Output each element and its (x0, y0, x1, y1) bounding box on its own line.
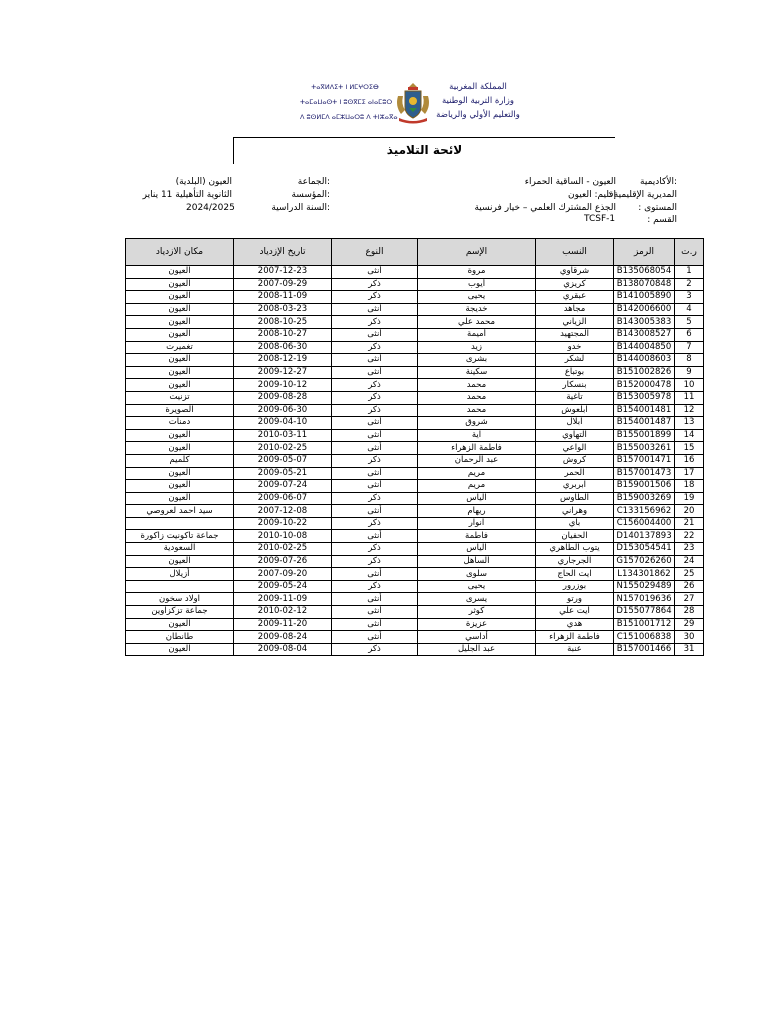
cell-gender: ذكر (332, 291, 418, 304)
table-row (126, 454, 704, 467)
school-year-value: 2024/2025 (186, 203, 235, 213)
cell-birthdate: 2008-03-23 (234, 303, 332, 316)
cell-birthplace: العيون (126, 354, 234, 367)
cell-birthdate: 2009-08-04 (234, 643, 332, 656)
institution-value: الثانوية التأهيلية 11 يناير (142, 190, 232, 200)
level-value: الجذع المشترك العلمي – خيار فرنسية (474, 203, 616, 213)
cell-last-name: باي (536, 517, 614, 530)
cell-last-name: الزياني (536, 316, 614, 329)
header-gender: النوع (332, 239, 418, 266)
table-row (126, 404, 704, 417)
cell-last-name: مجاهد (536, 303, 614, 316)
cell-last-name: عبقري (536, 291, 614, 304)
cell-gender: أنثى (332, 568, 418, 581)
cell-code: L134301862 (614, 568, 675, 581)
cell-birthplace: العيون (126, 467, 234, 480)
cell-birthplace: تغميرت (126, 341, 234, 354)
institution-label: :المؤسسة (291, 190, 330, 200)
cell-birthplace: سيد احمد لعروصي (126, 505, 234, 518)
cell-last-name: بوزرور (536, 580, 614, 593)
cell-first-name: مريم (418, 480, 536, 493)
cell-code: C151006838 (614, 631, 675, 644)
cell-birthplace (126, 517, 234, 530)
cell-gender: ذكر (332, 379, 418, 392)
cell-first-name: عبد الرحمان (418, 454, 536, 467)
table-row (126, 379, 704, 392)
cell-first-name: الياس (418, 492, 536, 505)
cell-index: 2 (675, 278, 704, 291)
cell-birthdate: 2009-11-20 (234, 618, 332, 631)
cell-gender: ذكر (332, 454, 418, 467)
cell-birthplace: العيون (126, 618, 234, 631)
cell-first-name: بشرى (418, 354, 536, 367)
cell-first-name: الياس (418, 543, 536, 556)
table-row (126, 429, 704, 442)
cell-birthdate: 2009-11-09 (234, 593, 332, 606)
cell-birthplace: العيون (126, 379, 234, 392)
cell-birthplace: جماعة تاكونيت زاكورة (126, 530, 234, 543)
cell-index: 1 (675, 266, 704, 279)
table-row (126, 366, 704, 379)
cell-birthdate: 2007-12-23 (234, 266, 332, 279)
cell-index: 11 (675, 391, 704, 404)
cell-index: 19 (675, 492, 704, 505)
cell-birthdate: 2010-02-25 (234, 543, 332, 556)
cell-code: B142006600 (614, 303, 675, 316)
cell-first-name: عزيزة (418, 618, 536, 631)
cell-code: N155029489 (614, 580, 675, 593)
table-row (126, 328, 704, 341)
cell-first-name: فاطمة الزهراء (418, 442, 536, 455)
cell-index: 21 (675, 517, 704, 530)
table-row (126, 618, 704, 631)
cell-birthplace: كلميم (126, 454, 234, 467)
cell-index: 3 (675, 291, 704, 304)
cell-birthdate: 2008-10-25 (234, 316, 332, 329)
cell-code: C133156962 (614, 505, 675, 518)
cell-index: 7 (675, 341, 704, 354)
cell-gender: أنثى (332, 417, 418, 430)
table-row (126, 354, 704, 367)
table-row (126, 442, 704, 455)
cell-last-name: تاغية (536, 391, 614, 404)
cell-birthplace: العيون (126, 643, 234, 656)
table-row (126, 391, 704, 404)
cell-first-name: محمد (418, 379, 536, 392)
cell-birthplace: العيون (126, 316, 234, 329)
cell-birthplace: اولاد سخون (126, 593, 234, 606)
table-row (126, 291, 704, 304)
cell-index: 13 (675, 417, 704, 430)
cell-birthplace: العيون (126, 480, 234, 493)
cell-gender: أنثى (332, 631, 418, 644)
cell-birthplace: العيون (126, 555, 234, 568)
cell-birthdate: 2009-07-26 (234, 555, 332, 568)
header-last-name: النسب (536, 239, 614, 266)
academy-value: العيون - الساقية الحمراء (524, 177, 616, 187)
cell-birthdate: 2010-02-25 (234, 442, 332, 455)
cell-last-name: هدي (536, 618, 614, 631)
cell-index: 16 (675, 454, 704, 467)
cell-index: 4 (675, 303, 704, 316)
cell-first-name: كوثر (418, 606, 536, 619)
cell-index: 31 (675, 643, 704, 656)
cell-code: B152000478 (614, 379, 675, 392)
cell-last-name: الواعي (536, 442, 614, 455)
table-row (126, 492, 704, 505)
academy-label: :الأكاديمية (640, 177, 677, 187)
cell-code: B151002826 (614, 366, 675, 379)
cell-index: 22 (675, 530, 704, 543)
cell-gender: أنثى (332, 593, 418, 606)
cell-birthdate: 2009-04-10 (234, 417, 332, 430)
commune-value: العيون (البلدية) (175, 177, 232, 187)
cell-code: C156004400 (614, 517, 675, 530)
cell-index: 17 (675, 467, 704, 480)
cell-last-name: كروش (536, 454, 614, 467)
cell-last-name: لشكر (536, 354, 614, 367)
cell-birthdate: 2009-06-07 (234, 492, 332, 505)
table-row (126, 530, 704, 543)
cell-code: B135068054 (614, 266, 675, 279)
cell-birthdate: 2009-10-22 (234, 517, 332, 530)
cell-birthdate: 2010-02-12 (234, 606, 332, 619)
cell-index: 25 (675, 568, 704, 581)
students-table (125, 238, 704, 656)
cell-first-name: أميمة (418, 328, 536, 341)
cell-gender: ذكر (332, 278, 418, 291)
cell-birthplace: العيون (126, 291, 234, 304)
cell-birthplace: العيون (126, 429, 234, 442)
ministry-logo (300, 80, 530, 126)
cell-birthdate: 2008-12-19 (234, 354, 332, 367)
cell-first-name: سكينة (418, 366, 536, 379)
cell-last-name: كريزي (536, 278, 614, 291)
table-row (126, 266, 704, 279)
table-row (126, 480, 704, 493)
cell-code: G157026260 (614, 555, 675, 568)
cell-birthdate: 2009-06-30 (234, 404, 332, 417)
cell-birthdate: 2007-09-29 (234, 278, 332, 291)
cell-last-name: ابربري (536, 480, 614, 493)
cell-last-name: ايت الحاج (536, 568, 614, 581)
school-year-label: :السنة الدراسية (271, 203, 330, 213)
cell-birthplace: العيون (126, 266, 234, 279)
table-row (126, 593, 704, 606)
cell-birthplace: العيون (126, 328, 234, 341)
cell-first-name: يحيى (418, 291, 536, 304)
cell-birthdate: 2010-10-08 (234, 530, 332, 543)
cell-birthdate: 2008-06-30 (234, 341, 332, 354)
table-row (126, 467, 704, 480)
cell-first-name: أداسي (418, 631, 536, 644)
cell-birthdate: 2008-11-09 (234, 291, 332, 304)
cell-gender: أنثى (332, 429, 418, 442)
directorate-value: إقليم: العيون (568, 190, 616, 200)
header-first-name: الإسم (418, 239, 536, 266)
cell-last-name: ايت علي (536, 606, 614, 619)
cell-gender: أنثى (332, 266, 418, 279)
cell-last-name: ابلعوش (536, 404, 614, 417)
cell-birthplace: جماعة تزكزاوين (126, 606, 234, 619)
cell-birthdate: 2009-05-24 (234, 580, 332, 593)
cell-birthdate: 2009-05-21 (234, 467, 332, 480)
cell-last-name: وهراني (536, 505, 614, 518)
directorate-label: المديرية الإقليمية : (607, 190, 677, 200)
cell-first-name: الساهل (418, 555, 536, 568)
cell-first-name: محمد (418, 391, 536, 404)
cell-gender: ذكر (332, 517, 418, 530)
cell-birthplace: الصويرة (126, 404, 234, 417)
table-row (126, 543, 704, 556)
cell-code: B143005383 (614, 316, 675, 329)
cell-code: B157001471 (614, 454, 675, 467)
cell-birthdate: 2009-10-12 (234, 379, 332, 392)
header-birthdate: تاريخ الإزدياد (234, 239, 332, 266)
cell-first-name: سلوى (418, 568, 536, 581)
cell-gender: ذكر (332, 341, 418, 354)
cell-code: B153005978 (614, 391, 675, 404)
cell-birthdate: 2009-07-24 (234, 480, 332, 493)
cell-last-name: شرقاوي (536, 266, 614, 279)
cell-index: 29 (675, 618, 704, 631)
table-row (126, 643, 704, 656)
cell-birthplace: تزنيت (126, 391, 234, 404)
cell-last-name: يتوب الطاهري (536, 543, 614, 556)
cell-index: 30 (675, 631, 704, 644)
cell-first-name: زيد (418, 341, 536, 354)
logo-tifinagh-text: ⵜⴰⴳⵍⴷⵉⵜ ⵏ ⵍⵎⵖⵔⵉⴱ ⵜⴰⵎⴰⵡⴰⵙⵜ ⵏ ⵓⵙⴳⵎⵉ ⴰⵏⴰⵎⵓⵔ ⴷ ⵓⵙⵍⵎⴷ ⴰⵎⵣⵡⴰⵔⵓ ⴷ ⵜⵏⵣⴰⴳⴰ (300, 83, 398, 121)
cell-birthplace: العيون (126, 366, 234, 379)
cell-first-name: انوار (418, 517, 536, 530)
cell-code: B154001487 (614, 417, 675, 430)
cell-gender: أنثى (332, 303, 418, 316)
cell-gender: ذكر (332, 404, 418, 417)
cell-gender: ذكر (332, 391, 418, 404)
cell-last-name: بنسكار (536, 379, 614, 392)
cell-birthplace: العيون (126, 303, 234, 316)
cell-index: 28 (675, 606, 704, 619)
cell-first-name: يسرى (418, 593, 536, 606)
cell-index: 9 (675, 366, 704, 379)
cell-code: B155001899 (614, 429, 675, 442)
cell-index: 8 (675, 354, 704, 367)
cell-gender: أنثى (332, 442, 418, 455)
cell-gender: أنثى (332, 505, 418, 518)
cell-birthplace: أزيلال (126, 568, 234, 581)
cell-birthdate: 2009-05-07 (234, 454, 332, 467)
cell-first-name: ريهام (418, 505, 536, 518)
cell-gender: ذكر (332, 316, 418, 329)
cell-index: 6 (675, 328, 704, 341)
table-row (126, 278, 704, 291)
cell-gender: ذكر (332, 555, 418, 568)
cell-gender: ذكر (332, 492, 418, 505)
table-body (126, 266, 704, 656)
cell-gender: أنثى (332, 328, 418, 341)
cell-first-name: محمد علي (418, 316, 536, 329)
cell-last-name: عنبة (536, 643, 614, 656)
cell-index: 15 (675, 442, 704, 455)
cell-code: B155003261 (614, 442, 675, 455)
cell-first-name: شروق (418, 417, 536, 430)
table-row (126, 505, 704, 518)
logo-arabic-text: المملكة المغربية وزارة التربية الوطنية والتعليم الأولي والرياضة (436, 82, 520, 120)
cell-first-name: يحيى (418, 580, 536, 593)
cell-last-name: ابلال (536, 417, 614, 430)
table-row (126, 606, 704, 619)
cell-birthplace: طانطان (126, 631, 234, 644)
cell-gender: أنثى (332, 618, 418, 631)
cell-first-name: أيوب (418, 278, 536, 291)
table-header-row (126, 239, 704, 266)
table-row (126, 303, 704, 316)
class-value: TCSF-1 (584, 214, 616, 224)
cell-first-name: اية (418, 429, 536, 442)
cell-first-name: فاطمة (418, 530, 536, 543)
cell-index: 23 (675, 543, 704, 556)
cell-code: D155077864 (614, 606, 675, 619)
cell-code: D140137893 (614, 530, 675, 543)
cell-index: 26 (675, 580, 704, 593)
cell-gender: أنثى (332, 467, 418, 480)
cell-index: 18 (675, 480, 704, 493)
cell-code: B157001473 (614, 467, 675, 480)
cell-birthdate: 2009-08-24 (234, 631, 332, 644)
cell-code: D153054541 (614, 543, 675, 556)
cell-last-name: ورتو (536, 593, 614, 606)
cell-code: B159001506 (614, 480, 675, 493)
cell-gender: أنثى (332, 606, 418, 619)
cell-last-name: خدو (536, 341, 614, 354)
cell-birthplace: دمنات (126, 417, 234, 430)
header-birthplace: مكان الازدياد (126, 239, 234, 266)
cell-birthdate: 2007-12-08 (234, 505, 332, 518)
title-box (233, 137, 615, 164)
table-row (126, 631, 704, 644)
cell-code: N157019636 (614, 593, 675, 606)
cell-code: B144004850 (614, 341, 675, 354)
cell-code: B159003269 (614, 492, 675, 505)
cell-index: 10 (675, 379, 704, 392)
cell-last-name: المجتهيد (536, 328, 614, 341)
cell-last-name: الحمر (536, 467, 614, 480)
cell-index: 24 (675, 555, 704, 568)
cell-gender: ذكر (332, 543, 418, 556)
table-row (126, 517, 704, 530)
cell-code: B151001712 (614, 618, 675, 631)
cell-index: 20 (675, 505, 704, 518)
class-label: القسم : (647, 215, 677, 225)
cell-birthdate: 2007-09-20 (234, 568, 332, 581)
cell-birthdate: 2008-10-27 (234, 328, 332, 341)
cell-birthplace (126, 580, 234, 593)
page-title: لائحة التلاميذ (386, 143, 463, 157)
cell-last-name: الطاوس (536, 492, 614, 505)
cell-last-name: فاطمة الزهراء (536, 631, 614, 644)
cell-first-name: خديجة (418, 303, 536, 316)
level-label: المستوى : (638, 203, 677, 213)
cell-last-name: الحفيان (536, 530, 614, 543)
cell-last-name: التهاوي (536, 429, 614, 442)
cell-index: 5 (675, 316, 704, 329)
cell-birthdate: 2009-08-28 (234, 391, 332, 404)
cell-index: 14 (675, 429, 704, 442)
cell-birthplace: العيون (126, 278, 234, 291)
cell-code: B138070848 (614, 278, 675, 291)
cell-code: B154001481 (614, 404, 675, 417)
cell-birthplace: العيون (126, 442, 234, 455)
cell-birthdate: 2009-12-27 (234, 366, 332, 379)
header-code: الرمز (614, 239, 675, 266)
cell-code: B143008527 (614, 328, 675, 341)
cell-gender: ذكر (332, 643, 418, 656)
cell-first-name: مروة (418, 266, 536, 279)
header-index: ر.ت (675, 239, 704, 266)
cell-last-name: بوتباع (536, 366, 614, 379)
cell-code: B144008603 (614, 354, 675, 367)
cell-birthdate: 2010-03-11 (234, 429, 332, 442)
table-row (126, 568, 704, 581)
table-row (126, 555, 704, 568)
table-row (126, 316, 704, 329)
cell-gender: أنثى (332, 366, 418, 379)
cell-code: B157001466 (614, 643, 675, 656)
cell-first-name: مريم (418, 467, 536, 480)
cell-first-name: محمد (418, 404, 536, 417)
commune-label: :الجماعة (297, 177, 330, 187)
cell-gender: أنثى (332, 480, 418, 493)
table-row (126, 580, 704, 593)
cell-last-name: الجرجاري (536, 555, 614, 568)
cell-birthplace: العيون (126, 492, 234, 505)
cell-first-name: عبد الجليل (418, 643, 536, 656)
cell-gender: أنثى (332, 354, 418, 367)
cell-index: 27 (675, 593, 704, 606)
cell-code: B141005890 (614, 291, 675, 304)
cell-gender: أنثى (332, 530, 418, 543)
cell-gender: ذكر (332, 580, 418, 593)
table-row (126, 417, 704, 430)
cell-birthplace: السعودية (126, 543, 234, 556)
cell-index: 12 (675, 404, 704, 417)
table-row (126, 341, 704, 354)
